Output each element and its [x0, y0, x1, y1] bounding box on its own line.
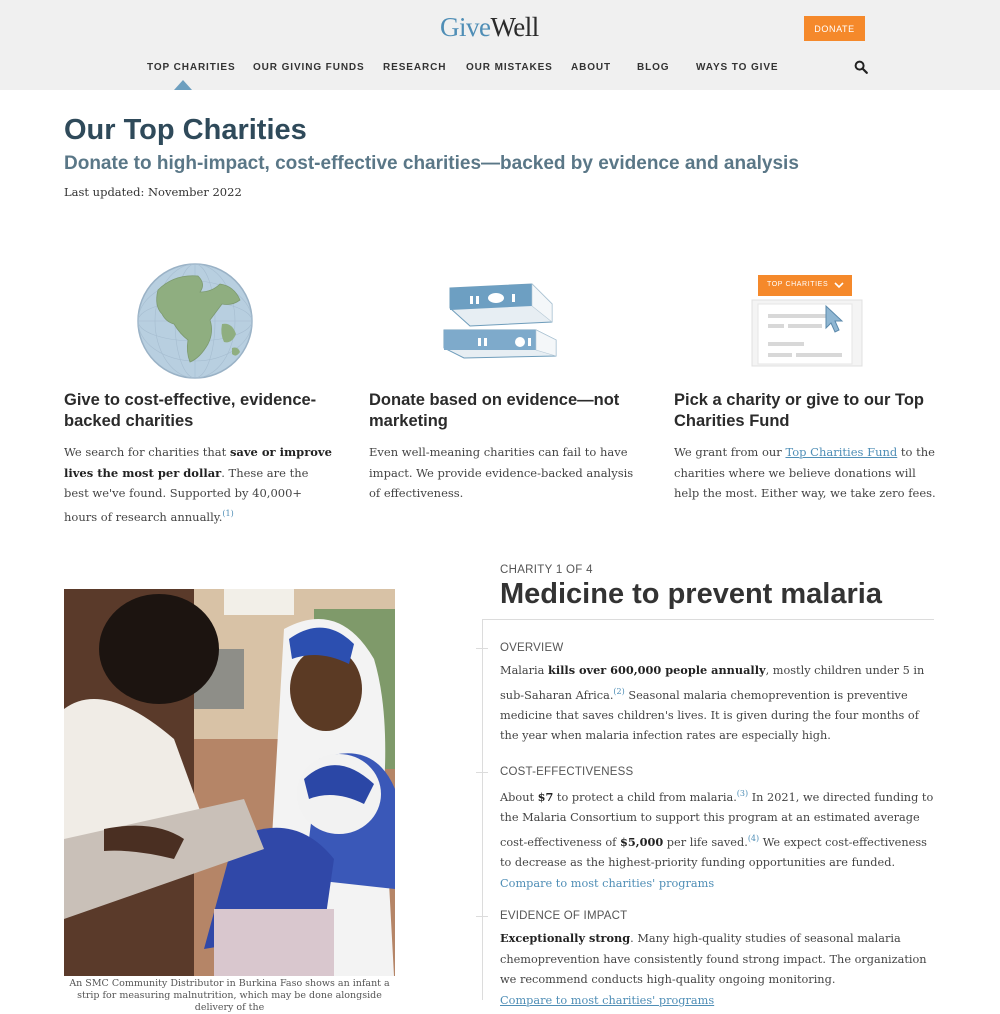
section-label: OVERVIEW: [500, 642, 564, 654]
active-nav-pointer: [174, 80, 192, 90]
nav-about[interactable]: ABOUT: [571, 62, 612, 73]
donate-button[interactable]: DONATE: [804, 16, 865, 41]
charity-number: CHARITY 1 OF 4: [500, 564, 593, 576]
feature-pick-charity: [674, 390, 936, 504]
feature-heading: Give to cost-effective, evidence-backed charities: [64, 391, 317, 430]
feature-text: We grant from our Top Charities Fund to the charities where we believe donations will help the most. Either way, we take zero fees.: [674, 445, 936, 500]
compare-link[interactable]: Compare to most charities' programs: [500, 876, 715, 890]
photo-caption: An SMC Community Distributor in Burkina Faso shows an infant a strip for measuring malnutrition, which may be done alongside delivery of the: [69, 978, 390, 1013]
dropdown-illustration-label: TOP CHARITIES: [767, 281, 829, 288]
page-subtitle: Donate to high-impact, cost-effective charities—backed by evidence and analysis: [64, 153, 799, 174]
nav-research[interactable]: RESEARCH: [383, 62, 447, 73]
feature-text: We search for charities that save or improve lives the most per dollar. These are the best we've found. Supported by 40,000+ hours of research annually.$^{(1)}$: [64, 445, 332, 524]
charity-title: Medicine to prevent malaria: [500, 578, 882, 610]
nav-ways-to-give[interactable]: WAYS TO GIVE: [696, 62, 779, 73]
site-header: [0, 0, 1000, 90]
charity-photo: [64, 589, 395, 976]
section-body: Exceptionally strong. Many high-quality studies of seasonal malaria chemoprevention have consistently found strong impact. The organization we recommend conducts high-quality ongoing monitoring. Compare to most charities' programs: [500, 931, 927, 1007]
search-icon[interactable]: [854, 60, 868, 74]
nav-our-mistakes[interactable]: OUR MISTAKES: [466, 62, 553, 73]
section-label: EVIDENCE OF IMPACT: [500, 910, 628, 922]
globe-icon: [136, 262, 254, 380]
feature-heading: Donate based on evidence—not marketing: [369, 391, 620, 430]
timeline-tick: [476, 916, 488, 917]
section-body: About $7 to protect a child from malaria.$^{(3)}$ In 2021, we directed funding to the Malaria Consortium to support this program at an estimated average cost-effectiveness of $5,000 per life saved.$^{(4)}$ We expect cost-effectiveness to decrease as the highest-priority funding opportunities are funded. Compare to most charities' programs: [500, 789, 934, 890]
feature-heading: Pick a charity or give to our Top Charities Fund: [674, 391, 924, 430]
last-updated: Last updated: November 2022: [64, 185, 242, 199]
timeline-tick: [476, 648, 488, 649]
section-label: COST-EFFECTIVENESS: [500, 766, 634, 778]
top-charities-fund-link[interactable]: Top Charities Fund: [785, 445, 898, 459]
givewell-logo[interactable]: GiveWell: [440, 12, 539, 42]
cost-effectiveness-section: [500, 766, 936, 894]
nav-blog[interactable]: BLOG: [637, 62, 670, 73]
divider: [482, 619, 934, 620]
dropdown-illustration-icon: [746, 274, 866, 370]
nav-top-charities[interactable]: TOP CHARITIES: [147, 62, 236, 73]
page-title: Our Top Charities: [64, 114, 307, 146]
footnote-link[interactable]: (4): [747, 833, 760, 843]
footnote-link[interactable]: (3): [736, 789, 749, 798]
compare-link[interactable]: Compare to most charities' programs: [500, 993, 715, 1007]
timeline-line: [482, 619, 483, 1000]
main-nav: [0, 62, 1000, 76]
feature-evidence: [369, 390, 639, 504]
nav-our-giving-funds[interactable]: OUR GIVING FUNDS: [253, 62, 365, 73]
overview-section: [500, 642, 936, 747]
feature-text: Even well-meaning charities can fail to have impact. We provide evidence-backed analysis of effectiveness.: [369, 445, 634, 500]
evidence-section: [500, 910, 936, 1011]
section-body: Malaria kills over 600,000 people annually, mostly children under 5 in sub-Saharan Africa.$^{(2)}$ Seasonal malaria chemoprevention is preventive medicine that saves children's lives. It is given during the four months of the year when malaria infection rates are especially high.: [500, 663, 925, 743]
footnote-link[interactable]: (2): [613, 686, 625, 696]
footnote-link[interactable]: (1): [222, 508, 234, 518]
feature-cost-effective: [64, 390, 334, 527]
books-icon: [440, 278, 560, 364]
timeline-tick: [476, 772, 488, 773]
